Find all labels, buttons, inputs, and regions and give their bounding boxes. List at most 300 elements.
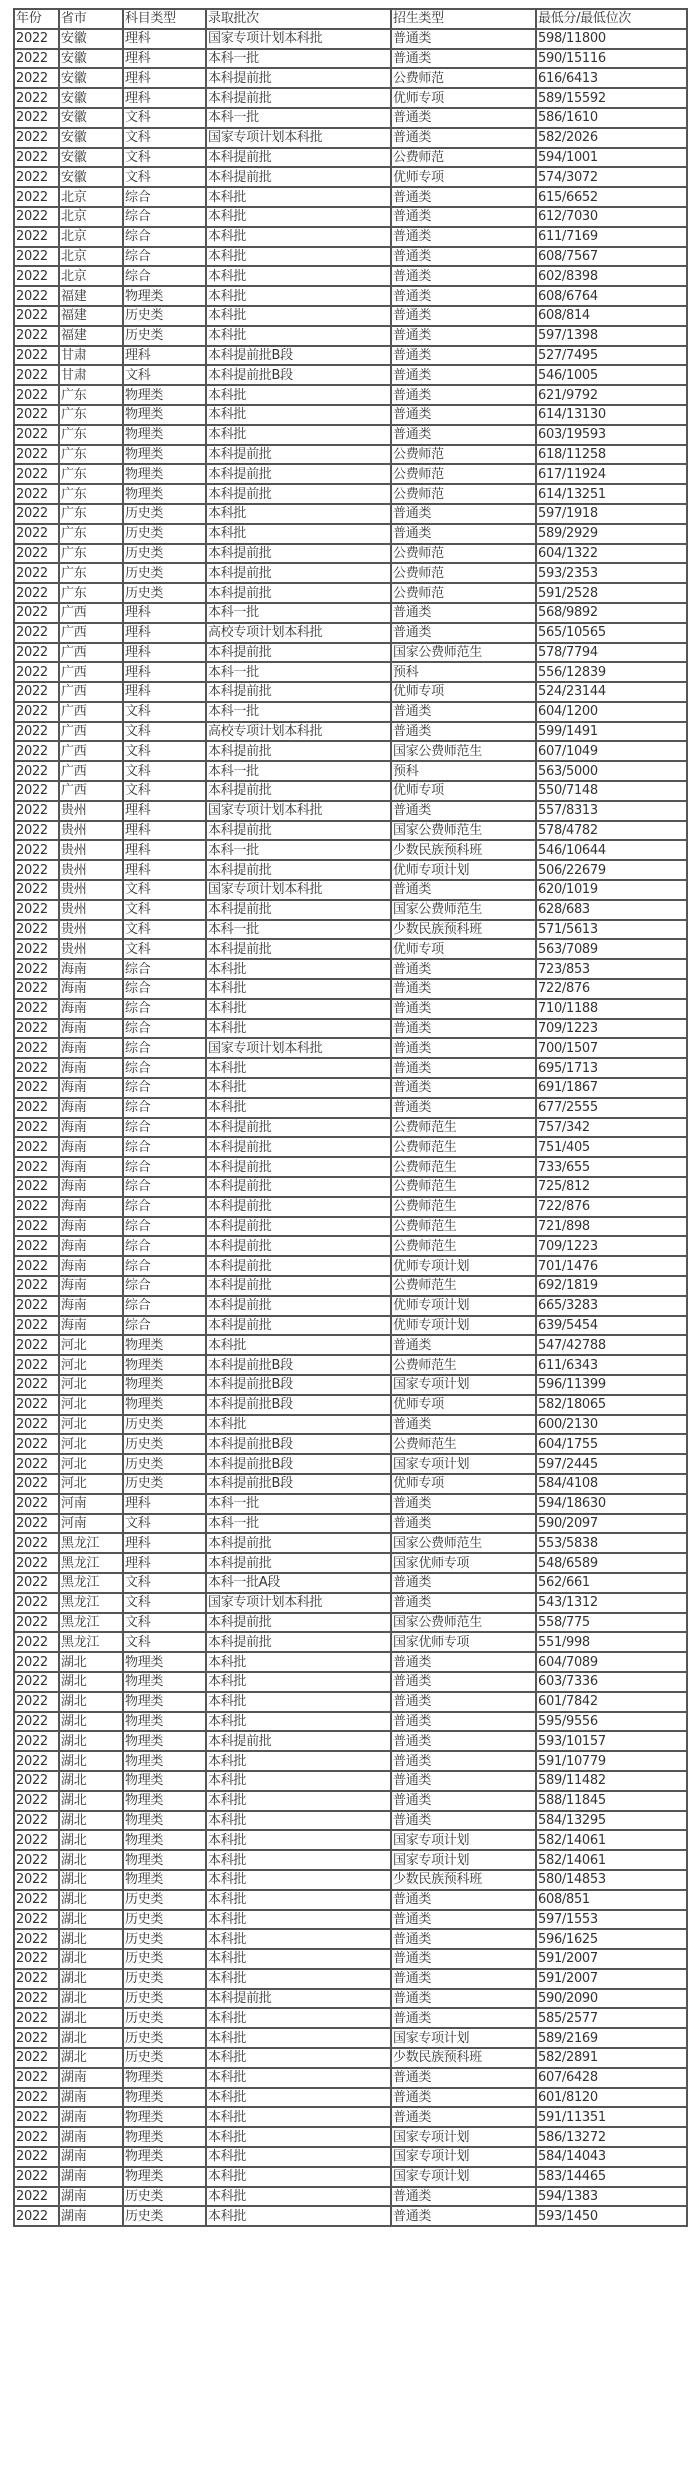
cell-min-score-rank: 608/851 — [536, 1890, 687, 1910]
cell-province: 安徽 — [59, 88, 123, 108]
cell-subject-type: 历史类 — [123, 1454, 206, 1474]
cell-min-score-rank: 584/13295 — [536, 1811, 687, 1831]
cell-admission-batch: 本科批 — [206, 959, 391, 979]
cell-province: 湖南 — [59, 2088, 123, 2108]
table-row — [14, 464, 687, 484]
cell-year: 2022 — [14, 1890, 59, 1910]
cell-admission-batch: 本科批 — [206, 1811, 391, 1831]
cell-admission-batch: 国家专项计划本科批 — [206, 801, 391, 821]
cell-subject-type: 理科 — [123, 801, 206, 821]
cell-min-score-rank: 604/7089 — [536, 1652, 687, 1672]
cell-min-score-rank: 591/2007 — [536, 1969, 687, 1989]
cell-min-score-rank: 582/14061 — [536, 1830, 687, 1850]
cell-enrollment-type: 普通类 — [391, 187, 536, 207]
cell-admission-batch: 本科批 — [206, 979, 391, 999]
cell-admission-batch: 本科批 — [206, 1335, 391, 1355]
table-row — [14, 1078, 687, 1098]
table-row — [14, 1395, 687, 1415]
table-row — [14, 1929, 687, 1949]
table-row — [14, 583, 687, 603]
table-row — [14, 365, 687, 385]
cell-min-score-rank: 677/2555 — [536, 1098, 687, 1118]
cell-year: 2022 — [14, 1910, 59, 1930]
cell-admission-batch: 本科提前批 — [206, 1236, 391, 1256]
cell-min-score-rank: 591/2007 — [536, 1949, 687, 1969]
cell-admission-batch: 本科提前批 — [206, 1217, 391, 1237]
cell-subject-type: 综合 — [123, 979, 206, 999]
cell-subject-type: 物理类 — [123, 1870, 206, 1890]
cell-admission-batch: 本科批 — [206, 2048, 391, 2068]
cell-enrollment-type: 普通类 — [391, 2187, 536, 2207]
cell-admission-batch: 本科提前批 — [206, 544, 391, 564]
cell-province: 海南 — [59, 1118, 123, 1138]
cell-year: 2022 — [14, 623, 59, 643]
cell-subject-type: 综合 — [123, 1078, 206, 1098]
cell-enrollment-type: 普通类 — [391, 801, 536, 821]
table-row — [14, 2187, 687, 2207]
cell-enrollment-type: 优师专项 — [391, 682, 536, 702]
cell-enrollment-type: 国家公费师范生 — [391, 1613, 536, 1633]
cell-admission-batch: 本科批 — [206, 1751, 391, 1771]
cell-province: 海南 — [59, 1296, 123, 1316]
cell-min-score-rank: 733/655 — [536, 1157, 687, 1177]
cell-province: 北京 — [59, 266, 123, 286]
cell-year: 2022 — [14, 2187, 59, 2207]
table-row — [14, 88, 687, 108]
cell-admission-batch: 本科批 — [206, 405, 391, 425]
cell-enrollment-type: 国家公费师范生 — [391, 1533, 536, 1553]
table-row — [14, 1474, 687, 1494]
cell-min-score-rank: 595/9556 — [536, 1712, 687, 1732]
cell-year: 2022 — [14, 385, 59, 405]
cell-subject-type: 综合 — [123, 207, 206, 227]
table-row — [14, 187, 687, 207]
table-row — [14, 1533, 687, 1553]
cell-enrollment-type: 普通类 — [391, 1910, 536, 1930]
table-row — [14, 2127, 687, 2147]
cell-year: 2022 — [14, 821, 59, 841]
table-row — [14, 2048, 687, 2068]
cell-enrollment-type: 国家专项计划 — [391, 1454, 536, 1474]
cell-min-score-rank: 546/1005 — [536, 365, 687, 385]
table-row — [14, 860, 687, 880]
cell-min-score-rank: 628/683 — [536, 900, 687, 920]
table-row — [14, 1692, 687, 1712]
cell-province: 福建 — [59, 326, 123, 346]
cell-admission-batch: 本科提前批 — [206, 643, 391, 663]
table-row — [14, 346, 687, 366]
cell-min-score-rank: 593/2353 — [536, 563, 687, 583]
cell-admission-batch: 本科提前批B段 — [206, 1395, 391, 1415]
cell-year: 2022 — [14, 247, 59, 267]
cell-admission-batch: 本科批 — [206, 425, 391, 445]
table-row — [14, 1672, 687, 1692]
cell-enrollment-type: 国家公费师范生 — [391, 741, 536, 761]
cell-province: 河北 — [59, 1375, 123, 1395]
cell-province: 贵州 — [59, 939, 123, 959]
cell-enrollment-type: 普通类 — [391, 2206, 536, 2226]
cell-enrollment-type: 普通类 — [391, 385, 536, 405]
cell-enrollment-type: 公费师范生 — [391, 1276, 536, 1296]
table-row — [14, 1335, 687, 1355]
cell-province: 湖北 — [59, 1751, 123, 1771]
cell-subject-type: 物理类 — [123, 1811, 206, 1831]
table-row — [14, 524, 687, 544]
cell-min-score-rank: 582/14061 — [536, 1850, 687, 1870]
cell-year: 2022 — [14, 1494, 59, 1514]
cell-enrollment-type: 少数民族预科班 — [391, 1870, 536, 1890]
cell-year: 2022 — [14, 1296, 59, 1316]
cell-min-score-rank: 593/1450 — [536, 2206, 687, 2226]
cell-min-score-rank: 601/7842 — [536, 1692, 687, 1712]
cell-subject-type: 物理类 — [123, 445, 206, 465]
cell-subject-type: 物理类 — [123, 1751, 206, 1771]
cell-subject-type: 理科 — [123, 1553, 206, 1573]
cell-province: 黑龙江 — [59, 1593, 123, 1613]
cell-year: 2022 — [14, 900, 59, 920]
cell-province: 安徽 — [59, 108, 123, 128]
cell-province: 广东 — [59, 484, 123, 504]
cell-min-score-rank: 604/1200 — [536, 702, 687, 722]
cell-year: 2022 — [14, 1157, 59, 1177]
cell-admission-batch: 本科批 — [206, 1019, 391, 1039]
cell-min-score-rank: 723/853 — [536, 959, 687, 979]
cell-admission-batch: 本科批 — [206, 1098, 391, 1118]
table-row — [14, 1652, 687, 1672]
cell-year: 2022 — [14, 2206, 59, 2226]
cell-min-score-rank: 586/13272 — [536, 2127, 687, 2147]
cell-enrollment-type: 国家专项计划 — [391, 2127, 536, 2147]
cell-subject-type: 物理类 — [123, 1355, 206, 1375]
cell-subject-type: 历史类 — [123, 2048, 206, 2068]
header-year: 年份 — [14, 9, 59, 29]
cell-subject-type: 理科 — [123, 49, 206, 69]
table-row — [14, 1771, 687, 1791]
cell-year: 2022 — [14, 49, 59, 69]
cell-enrollment-type: 普通类 — [391, 306, 536, 326]
cell-province: 安徽 — [59, 29, 123, 49]
cell-min-score-rank: 722/876 — [536, 979, 687, 999]
cell-min-score-rank: 597/1553 — [536, 1910, 687, 1930]
cell-min-score-rank: 607/6428 — [536, 2068, 687, 2088]
cell-min-score-rank: 589/11482 — [536, 1771, 687, 1791]
cell-year: 2022 — [14, 662, 59, 682]
cell-province: 海南 — [59, 1098, 123, 1118]
cell-province: 湖北 — [59, 1692, 123, 1712]
table-row — [14, 900, 687, 920]
cell-year: 2022 — [14, 1593, 59, 1613]
cell-province: 湖南 — [59, 2206, 123, 2226]
cell-admission-batch: 本科提前批 — [206, 563, 391, 583]
cell-enrollment-type: 普通类 — [391, 1038, 536, 1058]
cell-admission-batch: 本科提前批 — [206, 1256, 391, 1276]
cell-year: 2022 — [14, 1731, 59, 1751]
cell-subject-type: 综合 — [123, 1316, 206, 1336]
cell-admission-batch: 本科提前批 — [206, 821, 391, 841]
cell-enrollment-type: 优师专项计划 — [391, 1256, 536, 1276]
cell-province: 河北 — [59, 1474, 123, 1494]
header-min-score-rank: 最低分/最低位次 — [536, 9, 687, 29]
cell-enrollment-type: 公费师范生 — [391, 1177, 536, 1197]
cell-year: 2022 — [14, 1573, 59, 1593]
cell-min-score-rank: 607/1049 — [536, 741, 687, 761]
cell-enrollment-type: 预科 — [391, 662, 536, 682]
cell-province: 湖北 — [59, 1850, 123, 1870]
table-row — [14, 979, 687, 999]
cell-subject-type: 综合 — [123, 266, 206, 286]
cell-subject-type: 历史类 — [123, 2187, 206, 2207]
cell-min-score-rank: 599/1491 — [536, 722, 687, 742]
cell-min-score-rank: 562/661 — [536, 1573, 687, 1593]
cell-min-score-rank: 553/5838 — [536, 1533, 687, 1553]
table-row — [14, 1256, 687, 1276]
cell-subject-type: 物理类 — [123, 2127, 206, 2147]
cell-enrollment-type: 普通类 — [391, 405, 536, 425]
cell-min-score-rank: 596/1625 — [536, 1929, 687, 1949]
cell-enrollment-type: 普通类 — [391, 227, 536, 247]
table-row — [14, 1890, 687, 1910]
cell-enrollment-type: 普通类 — [391, 108, 536, 128]
cell-subject-type: 历史类 — [123, 2008, 206, 2028]
cell-year: 2022 — [14, 326, 59, 346]
cell-min-score-rank: 594/1001 — [536, 148, 687, 168]
cell-admission-batch: 本科一批 — [206, 920, 391, 940]
cell-enrollment-type: 公费师范 — [391, 544, 536, 564]
cell-admission-batch: 本科批 — [206, 504, 391, 524]
cell-subject-type: 综合 — [123, 1276, 206, 1296]
cell-min-score-rank: 527/7495 — [536, 346, 687, 366]
cell-min-score-rank: 596/11399 — [536, 1375, 687, 1395]
cell-min-score-rank: 563/7089 — [536, 939, 687, 959]
header-province: 省市 — [59, 9, 123, 29]
cell-admission-batch: 本科提前批 — [206, 583, 391, 603]
cell-subject-type: 理科 — [123, 662, 206, 682]
cell-admission-batch: 本科提前批 — [206, 741, 391, 761]
cell-province: 北京 — [59, 247, 123, 267]
table-row — [14, 49, 687, 69]
cell-subject-type: 物理类 — [123, 2147, 206, 2167]
cell-subject-type: 历史类 — [123, 306, 206, 326]
cell-min-score-rank: 590/2090 — [536, 1989, 687, 2009]
cell-min-score-rank: 616/6413 — [536, 68, 687, 88]
cell-subject-type: 综合 — [123, 1137, 206, 1157]
cell-admission-batch: 本科批 — [206, 187, 391, 207]
cell-admission-batch: 本科批 — [206, 1870, 391, 1890]
table-row — [14, 2088, 687, 2108]
cell-year: 2022 — [14, 1276, 59, 1296]
cell-year: 2022 — [14, 2068, 59, 2088]
cell-enrollment-type: 公费师范 — [391, 583, 536, 603]
cell-enrollment-type: 优师专项 — [391, 88, 536, 108]
cell-subject-type: 文科 — [123, 148, 206, 168]
cell-province: 湖北 — [59, 1731, 123, 1751]
cell-subject-type: 历史类 — [123, 1474, 206, 1494]
cell-admission-batch: 本科提前批 — [206, 1276, 391, 1296]
cell-admission-batch: 本科一批A段 — [206, 1573, 391, 1593]
cell-province: 黑龙江 — [59, 1632, 123, 1652]
cell-year: 2022 — [14, 2028, 59, 2048]
cell-enrollment-type: 普通类 — [391, 1791, 536, 1811]
cell-province: 湖北 — [59, 2048, 123, 2068]
cell-subject-type: 理科 — [123, 860, 206, 880]
cell-admission-batch: 本科批 — [206, 1910, 391, 1930]
cell-province: 湖北 — [59, 1771, 123, 1791]
cell-admission-batch: 本科一批 — [206, 603, 391, 623]
cell-subject-type: 物理类 — [123, 1830, 206, 1850]
cell-admission-batch: 国家专项计划本科批 — [206, 1593, 391, 1613]
cell-enrollment-type: 普通类 — [391, 2107, 536, 2127]
cell-subject-type: 物理类 — [123, 484, 206, 504]
table-row — [14, 247, 687, 267]
cell-min-score-rank: 598/11800 — [536, 29, 687, 49]
cell-admission-batch: 本科提前批B段 — [206, 365, 391, 385]
cell-province: 安徽 — [59, 128, 123, 148]
table-row — [14, 563, 687, 583]
cell-admission-batch: 本科提前批 — [206, 900, 391, 920]
cell-year: 2022 — [14, 1613, 59, 1633]
cell-province: 广西 — [59, 781, 123, 801]
table-row — [14, 108, 687, 128]
cell-province: 广东 — [59, 464, 123, 484]
cell-admission-batch: 本科提前批 — [206, 445, 391, 465]
cell-year: 2022 — [14, 1137, 59, 1157]
cell-enrollment-type: 公费师范生 — [391, 1355, 536, 1375]
cell-enrollment-type: 公费师范生 — [391, 1197, 536, 1217]
cell-year: 2022 — [14, 1830, 59, 1850]
cell-subject-type: 历史类 — [123, 1890, 206, 1910]
table-row — [14, 68, 687, 88]
cell-min-score-rank: 608/7567 — [536, 247, 687, 267]
cell-admission-batch: 本科批 — [206, 2028, 391, 2048]
cell-admission-batch: 本科提前批 — [206, 1316, 391, 1336]
cell-subject-type: 理科 — [123, 603, 206, 623]
cell-enrollment-type: 普通类 — [391, 1494, 536, 1514]
table-row — [14, 999, 687, 1019]
cell-year: 2022 — [14, 1751, 59, 1771]
table-row — [14, 1969, 687, 1989]
cell-subject-type: 物理类 — [123, 1731, 206, 1751]
cell-province: 湖南 — [59, 2147, 123, 2167]
cell-admission-batch: 本科一批 — [206, 662, 391, 682]
cell-subject-type: 历史类 — [123, 504, 206, 524]
cell-admission-batch: 本科批 — [206, 2068, 391, 2088]
cell-admission-batch: 本科批 — [206, 1850, 391, 1870]
cell-enrollment-type: 国家专项计划 — [391, 1850, 536, 1870]
cell-enrollment-type: 公费师范 — [391, 563, 536, 583]
cell-province: 广西 — [59, 741, 123, 761]
cell-min-score-rank: 591/11351 — [536, 2107, 687, 2127]
cell-min-score-rank: 604/1755 — [536, 1434, 687, 1454]
cell-year: 2022 — [14, 702, 59, 722]
cell-province: 广东 — [59, 425, 123, 445]
cell-province: 贵州 — [59, 840, 123, 860]
cell-enrollment-type: 优师专项计划 — [391, 1316, 536, 1336]
table-row — [14, 1751, 687, 1771]
cell-subject-type: 文科 — [123, 1514, 206, 1534]
cell-subject-type: 理科 — [123, 346, 206, 366]
cell-min-score-rank: 586/1610 — [536, 108, 687, 128]
cell-enrollment-type: 普通类 — [391, 524, 536, 544]
cell-enrollment-type: 少数民族预科班 — [391, 2048, 536, 2068]
cell-year: 2022 — [14, 1454, 59, 1474]
cell-subject-type: 理科 — [123, 821, 206, 841]
cell-enrollment-type: 公费师范 — [391, 484, 536, 504]
table-row — [14, 1830, 687, 1850]
cell-year: 2022 — [14, 1533, 59, 1553]
cell-admission-batch: 国家专项计划本科批 — [206, 880, 391, 900]
cell-subject-type: 历史类 — [123, 2028, 206, 2048]
table-row — [14, 207, 687, 227]
cell-province: 黑龙江 — [59, 1613, 123, 1633]
cell-province: 北京 — [59, 187, 123, 207]
table-row — [14, 1712, 687, 1732]
cell-year: 2022 — [14, 1672, 59, 1692]
table-row — [14, 306, 687, 326]
header-enrollment-type: 招生类型 — [391, 9, 536, 29]
cell-admission-batch: 本科提前批 — [206, 939, 391, 959]
cell-min-score-rank: 593/10157 — [536, 1731, 687, 1751]
cell-year: 2022 — [14, 761, 59, 781]
cell-admission-batch: 本科一批 — [206, 702, 391, 722]
table-row — [14, 781, 687, 801]
table-row — [14, 148, 687, 168]
table-row — [14, 2068, 687, 2088]
cell-subject-type: 物理类 — [123, 425, 206, 445]
table-row — [14, 385, 687, 405]
cell-admission-batch: 本科批 — [206, 286, 391, 306]
cell-province: 河南 — [59, 1494, 123, 1514]
table-row — [14, 1454, 687, 1474]
table-row — [14, 939, 687, 959]
cell-admission-batch: 本科批 — [206, 1652, 391, 1672]
table-row — [14, 2206, 687, 2226]
cell-admission-batch: 本科提前批 — [206, 1177, 391, 1197]
cell-year: 2022 — [14, 425, 59, 445]
cell-enrollment-type: 普通类 — [391, 2008, 536, 2028]
cell-year: 2022 — [14, 939, 59, 959]
cell-enrollment-type: 普通类 — [391, 623, 536, 643]
cell-year: 2022 — [14, 346, 59, 366]
cell-admission-batch: 本科提前批B段 — [206, 1454, 391, 1474]
cell-province: 安徽 — [59, 49, 123, 69]
cell-province: 广西 — [59, 761, 123, 781]
cell-province: 广东 — [59, 445, 123, 465]
cell-subject-type: 理科 — [123, 643, 206, 663]
cell-province: 北京 — [59, 227, 123, 247]
cell-subject-type: 综合 — [123, 1256, 206, 1276]
table-row — [14, 1573, 687, 1593]
cell-min-score-rank: 665/3283 — [536, 1296, 687, 1316]
cell-admission-batch: 本科提前批 — [206, 1632, 391, 1652]
cell-admission-batch: 本科提前批 — [206, 484, 391, 504]
cell-subject-type: 综合 — [123, 1197, 206, 1217]
cell-year: 2022 — [14, 1474, 59, 1494]
cell-min-score-rank: 591/10779 — [536, 1751, 687, 1771]
cell-subject-type: 物理类 — [123, 464, 206, 484]
cell-province: 海南 — [59, 1256, 123, 1276]
cell-enrollment-type: 普通类 — [391, 365, 536, 385]
table-row — [14, 2028, 687, 2048]
cell-admission-batch: 本科提前批 — [206, 1197, 391, 1217]
table-row — [14, 1514, 687, 1534]
cell-province: 黑龙江 — [59, 1533, 123, 1553]
cell-subject-type: 文科 — [123, 781, 206, 801]
cell-enrollment-type: 普通类 — [391, 1098, 536, 1118]
cell-province: 湖北 — [59, 1949, 123, 1969]
table-row — [14, 1118, 687, 1138]
cell-subject-type: 文科 — [123, 128, 206, 148]
cell-admission-batch: 本科提前批 — [206, 1118, 391, 1138]
